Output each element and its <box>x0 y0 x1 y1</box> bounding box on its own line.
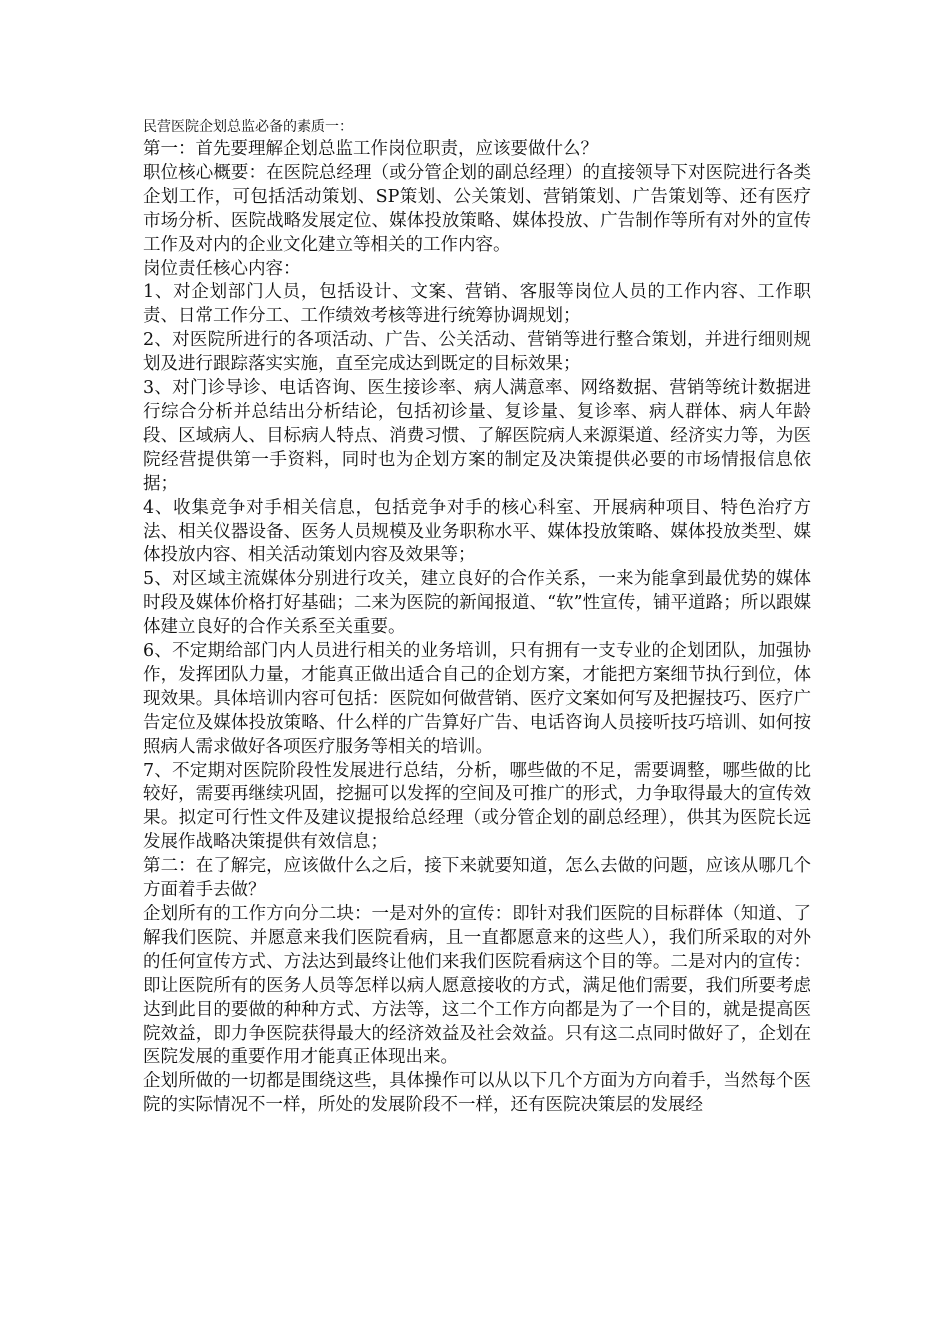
responsibility-item-3: 3、对门诊导诊、电话咨询、医生接诊率、病人满意率、网络数据、营销等统计数据进行综合分析并总结出分析结论，包括初诊量、复诊量、复诊率、病人群体、病人年龄段、区域病人、目标病人特点、消费习惯、了解医院病人来源渠道、经济实力等，为医院经营提供第一手资料，同时也为企划方案的制定及决策提供必要的市场情报信息依据； <box>143 378 811 494</box>
responsibilities-heading: 岗位责任核心内容： <box>143 258 301 279</box>
section-heading-first: 第一：首先要理解企划总监工作岗位职责，应该要做什么？ <box>143 139 598 159</box>
responsibility-item-1: 1、对企划部门人员，包括设计、文案、营销、客服等岗位人员的工作内容、工作职责、日常工作分工、工作绩效考核等进行统筹协调规划； <box>143 282 811 327</box>
responsibility-item-2: 2、对医院所进行的各项活动、广告、公关活动、营销等进行整合策划，并进行细则规划及进行跟踪落实实施，直至完成达到既定的目标效果； <box>143 330 811 375</box>
responsibility-item-6: 6、不定期给部门内人员进行相关的业务培训，只有拥有一支专业的企划团队，加强协作，发挥团队力量，才能真正做出适合自己的企划方案，才能把方案细节执行到位，体现效果。具体培训内容可包括：医院如何做营销、医疗文案如何写及把握技巧、医疗广告定位及媒体投放策略、什么样的广告算好广告、电话咨询人员接听技巧培训、如何按照病人需求做好各项医疗服务等相关的培训。 <box>143 641 811 757</box>
responsibility-item-7: 7、不定期对医院阶段性发展进行总结，分析，哪些做的不足，需要调整，哪些做的比较好，需要再继续巩固，挖掘可以发挥的空间及可推广的形式，力争取得最大的宣传效果。拟定可行性文件及建议提报给总经理（或分管企划的副总经理），供其为医院长远发展作战略决策提供有效信息； <box>143 760 811 853</box>
document-title: 民营医院企划总监必备的素质一： <box>143 119 353 135</box>
section-heading-second: 第二：在了解完，应该做什么之后，接下来就要知道，怎么去做的问题，应该从哪几个方面着手去做？ <box>143 856 811 901</box>
responsibility-item-5: 5、对区域主流媒体分别进行攻关，建立良好的合作关系，一来为能拿到最优势的媒体时段及媒体价格打好基础；二来为医院的新闻报道、“软”性宣传，铺平道路；所以跟媒体建立良好的合作关系至关重要。 <box>143 569 811 638</box>
job-summary-paragraph: 职位核心概要：在医院总经理（或分管企划的副总经理）的直接领导下对医院进行各类企划工作，可包括活动策划、SP策划、公关策划、营销策划、广告策划等、还有医疗市场分析、医院战略发展定位、媒体投放策略、媒体投放、广告制作等所有对外的宣传工作及对内的企业文化建立等相关的工作内容。 <box>143 162 811 255</box>
responsibility-item-4: 4、收集竞争对手相关信息，包括竞争对手的核心科室、开展病种项目、特色治疗方法、相关仪器设备、医务人员规模及业务职称水平、媒体投放策略、媒体投放类型、媒体投放内容、相关活动策划内容及效果等； <box>143 497 811 566</box>
work-direction-paragraph: 企划所有的工作方向分二块：一是对外的宣传：即针对我们医院的目标群体（知道、了解我们医院、并愿意来我们医院看病，且一直都愿意来的这些人），我们所采取的对外的任何宣传方式、方法达到最终让他们来我们医院看病这个目的等。二是对内的宣传：即让医院所有的医务人员等怎样以病人愿意接收的方式，满足他们需要，我们所要考虑达到此目的要做的种种方式、方法等，这二个工作方向都是为了一个目的，就是提高医院效益，即力争医院获得最大的经济效益及社会效益。只有这二点同时做好了，企划在医院发展的重要作用才能真正体现出来。 <box>143 904 811 1068</box>
closing-paragraph: 企划所做的一切都是围绕这些，具体操作可以从以下几个方面为方向着手，当然每个医院的实际情况不一样，所处的发展阶段不一样，还有医院决策层的发展经 <box>143 1071 811 1116</box>
document-page <box>143 116 811 1118</box>
